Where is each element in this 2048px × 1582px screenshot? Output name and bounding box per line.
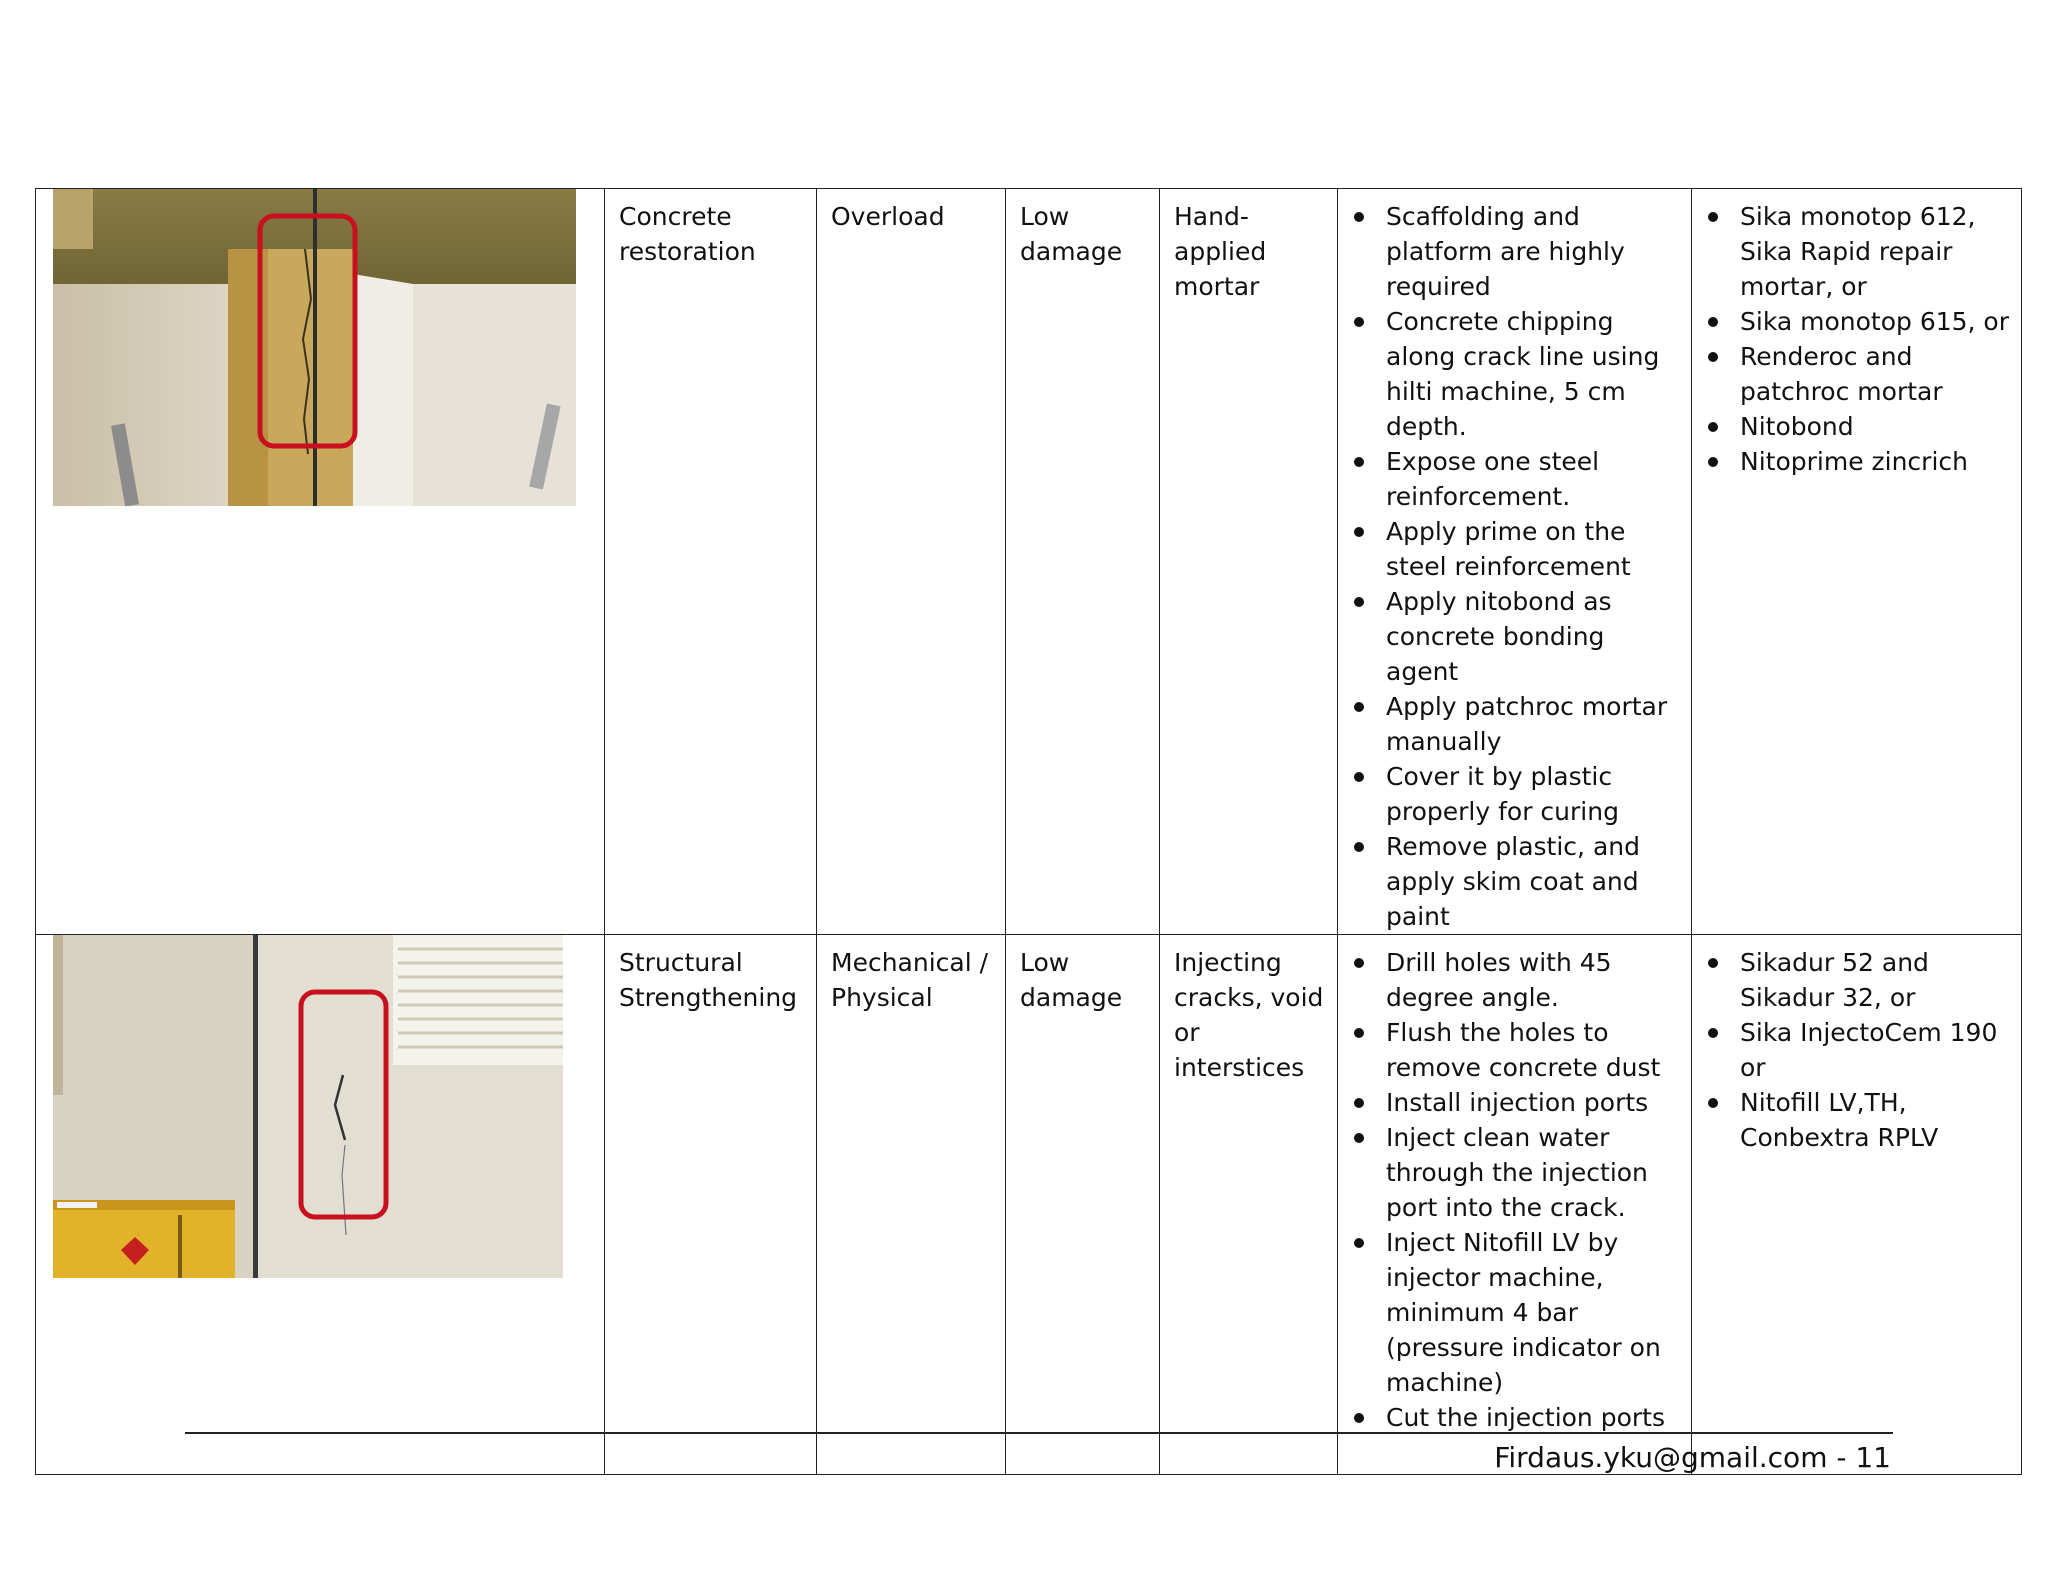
steps-list <box>1352 945 1679 1435</box>
list-item: Nitofill LV,TH, Conbextra RPLV <box>1706 1085 2009 1155</box>
list-item: Renderoc and patchroc mortar <box>1706 339 2009 409</box>
list-item: Sika InjectoCem 190 or <box>1706 1015 2009 1085</box>
category-cell: Structural Strengthening <box>605 935 817 1475</box>
materials-list <box>1706 199 2009 479</box>
materials-list <box>1706 945 2009 1155</box>
column-crack-photo-icon <box>53 189 576 506</box>
list-item: Expose one steel reinforcement. <box>1352 444 1679 514</box>
materials-cell <box>1692 935 2022 1475</box>
list-item: Inject Nitofill LV by injector machine, minimum 4 bar (pressure indicator on machine) <box>1352 1225 1679 1400</box>
page-footer: Firdaus.yku@gmail.com - 11 <box>1494 1441 1891 1474</box>
photo-cell <box>36 935 605 1475</box>
list-item: Sika monotop 615, or <box>1706 304 2009 339</box>
steps-cell <box>1338 189 1692 935</box>
list-item: Remove plastic, and apply skim coat and paint <box>1352 829 1679 934</box>
list-item: Sikadur 52 and Sikadur 32, or <box>1706 945 2009 1015</box>
table-row <box>36 935 2022 1475</box>
cause-cell: Overload <box>817 189 1006 935</box>
photo-cell <box>36 189 605 935</box>
list-item: Drill holes with 45 degree angle. <box>1352 945 1679 1015</box>
list-item: Concrete chipping along crack line using hilti machine, 5 cm depth. <box>1352 304 1679 444</box>
list-item: Sika monotop 612, Sika Rapid repair mortar, or <box>1706 199 2009 304</box>
list-item: Apply patchroc mortar manually <box>1352 689 1679 759</box>
materials-cell <box>1692 189 2022 935</box>
list-item: Apply nitobond as concrete bonding agent <box>1352 584 1679 689</box>
list-item: Install injection ports <box>1352 1085 1679 1120</box>
list-item: Cover it by plastic properly for curing <box>1352 759 1679 829</box>
method-cell: Injecting cracks, void or interstices <box>1160 935 1338 1475</box>
wall-crack-photo-icon <box>53 935 563 1278</box>
severity-cell: Low damage <box>1006 189 1160 935</box>
list-item: Apply prime on the steel reinforcement <box>1352 514 1679 584</box>
list-item: Inject clean water through the injection port into the crack. <box>1352 1120 1679 1225</box>
category-cell: Concrete restoration <box>605 189 817 935</box>
footer-divider <box>185 1432 1893 1434</box>
list-item: Nitoprime zincrich <box>1706 444 2009 479</box>
list-item: Scaffolding and platform are highly required <box>1352 199 1679 304</box>
repair-table <box>35 188 2022 1475</box>
method-cell: Hand-applied mortar <box>1160 189 1338 935</box>
table-row <box>36 189 2022 935</box>
list-item: Nitobond <box>1706 409 2009 444</box>
steps-list <box>1352 199 1679 934</box>
cause-cell: Mechanical / Physical <box>817 935 1006 1475</box>
repair-table-container <box>35 188 2021 1475</box>
severity-cell: Low damage <box>1006 935 1160 1475</box>
list-item: Flush the holes to remove concrete dust <box>1352 1015 1679 1085</box>
steps-cell <box>1338 935 1692 1475</box>
list-item: Cut the injection ports <box>1352 1400 1679 1435</box>
